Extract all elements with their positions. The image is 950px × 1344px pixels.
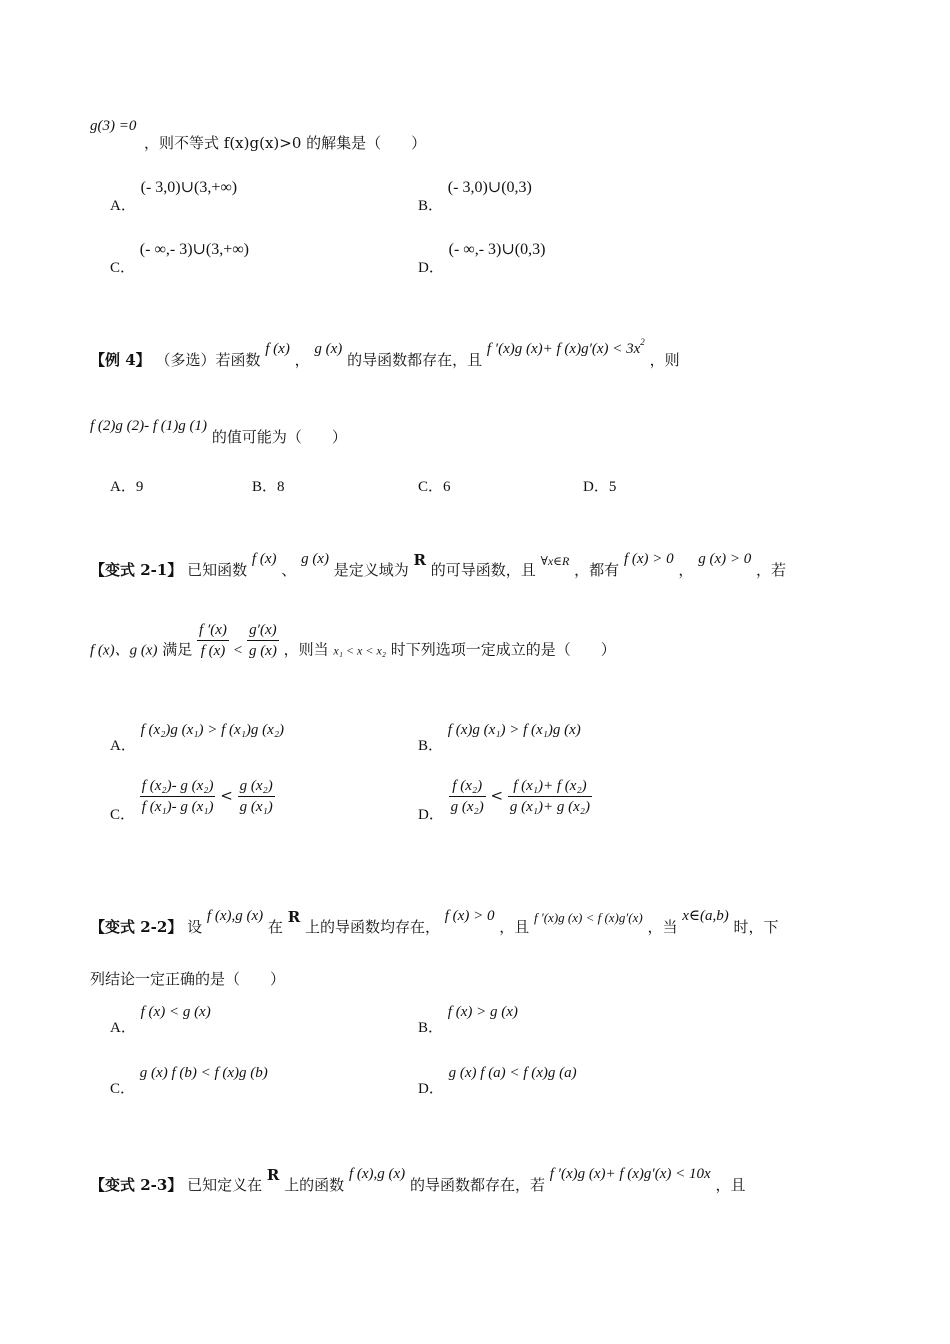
- ex4-option-a[interactable]: [110, 475, 143, 496]
- stem-text: 满足: [162, 640, 193, 659]
- math-fg: f (x),g (x): [206, 908, 264, 924]
- math-range: x₁ < x < x₂: [333, 643, 386, 658]
- option-expr: g (x) f (b) < f (x)g (b): [139, 1065, 268, 1081]
- option-label: A．: [110, 1020, 136, 1036]
- stem-text: 是定义域为: [333, 561, 409, 579]
- v22-option-a[interactable]: [110, 1000, 211, 1036]
- math-gx: g (x): [314, 341, 343, 357]
- option-label: C．: [110, 1081, 136, 1097]
- fraction-denominator: g (x): [248, 643, 277, 659]
- fraction-denominator: f (x): [200, 643, 226, 659]
- stem-text: 的可导函数，且: [430, 561, 536, 579]
- stem-text: 上的函数: [284, 1176, 345, 1194]
- stem-text: ，当: [647, 918, 678, 936]
- math-condition: f ′(x)g (x)+ f (x)g′(x) < 3x: [486, 341, 641, 357]
- math-expr: f (2)g (2)- f (1)g (1): [90, 418, 208, 434]
- option-expr: f (x) < g (x): [140, 1004, 211, 1020]
- math-R: R: [287, 908, 301, 926]
- option-expr: f (x) > g (x): [447, 1004, 518, 1020]
- stem-text: 在: [267, 918, 283, 936]
- q1-question-text: ，则不等式 f(x)g(x)>0 的解集是（ ）: [144, 134, 427, 152]
- fraction-numerator: f (x₂)- g (x₂): [140, 776, 216, 797]
- math-forall: ∀x∈R: [540, 554, 570, 568]
- question-tag: 【变式 2-3】: [90, 1176, 183, 1194]
- question-tag: 【变式 2-2】: [90, 918, 183, 936]
- fraction-numerator: g′(x): [247, 620, 279, 641]
- option-label: D．: [583, 479, 609, 495]
- option-label: C．: [418, 479, 444, 495]
- math-R: R: [413, 551, 427, 569]
- stem-text: ，且: [499, 918, 530, 936]
- stem-text: ，: [678, 561, 694, 579]
- math-fx: f (x): [265, 341, 290, 357]
- stem-text: ，若: [756, 561, 787, 579]
- fraction: [247, 620, 279, 661]
- stem-text: 时，下: [733, 918, 779, 936]
- math-gx: g (x): [301, 551, 329, 567]
- stem-text: （多选）若函数: [155, 351, 261, 369]
- v23-stem-line1: [90, 1166, 746, 1195]
- v22-option-b[interactable]: [418, 1000, 518, 1036]
- math-condition: g (x) > 0: [698, 551, 752, 567]
- fraction-denominator: g (x₁)+ g (x₂): [509, 799, 590, 815]
- option-expr: g (x) f (a) < f (x)g (a): [448, 1065, 577, 1081]
- option-value: 6: [443, 479, 451, 495]
- stem-text: 的值可能为（ ）: [211, 428, 347, 446]
- math-condition: f (x) > 0: [444, 908, 495, 924]
- stem-text: 设: [187, 918, 203, 936]
- stem-text: 的导函数都存在，若: [409, 1176, 545, 1194]
- math-sup: 2: [640, 337, 645, 347]
- option-expr: f (x₂)g (x₁) > f (x₁)g (x₂): [140, 722, 285, 738]
- math-condition: f (x) > 0: [623, 551, 674, 567]
- stem-text: 、: [281, 561, 297, 579]
- option-expr: (- 3,0)∪(0,3): [447, 179, 532, 196]
- option-label: C．: [110, 260, 136, 276]
- stem-text: 上的导函数均存在，: [304, 918, 440, 936]
- math-fx: f (x): [251, 551, 277, 567]
- option-expr: (- 3,0)∪(3,+∞): [140, 179, 238, 196]
- stem-text: ，且: [715, 1176, 746, 1194]
- v21-stem-line1: [90, 551, 787, 580]
- v21-option-c[interactable]: [110, 776, 275, 823]
- ex4-stem-line1: [90, 337, 680, 370]
- option-expr: (- ∞,- 3)∪(0,3): [448, 241, 546, 258]
- math-condition: f ′(x)g (x)+ f (x)g′(x) < 10x: [549, 1166, 711, 1182]
- option-label: A．: [110, 738, 136, 754]
- q1-option-a[interactable]: [110, 176, 238, 214]
- ex4-option-b[interactable]: [252, 475, 285, 496]
- fraction: [449, 776, 486, 817]
- option-label: B．: [418, 1020, 444, 1036]
- q1-option-d[interactable]: [418, 238, 546, 276]
- option-expr: f (x)g (x₁) > f (x₁)g (x): [447, 722, 581, 738]
- option-label: C．: [110, 806, 136, 823]
- fraction-denominator: f (x₁)- g (x₁): [141, 799, 214, 815]
- v21-option-b[interactable]: [418, 718, 581, 754]
- math-op: <: [233, 642, 243, 659]
- question-tag: 【变式 2-1】: [90, 561, 183, 579]
- stem-text: ，都有: [574, 561, 620, 579]
- stem-text: ，: [294, 351, 310, 369]
- math-fg: f (x),g (x): [348, 1166, 406, 1182]
- stem-text: 列结论一定正确的是（ ）: [90, 970, 286, 988]
- fraction: [140, 776, 216, 817]
- option-label: D．: [418, 806, 444, 823]
- v21-option-a[interactable]: [110, 718, 285, 754]
- fraction-numerator: g (x₂): [238, 776, 275, 797]
- option-label: B．: [252, 479, 278, 495]
- q1-condition: g(3) =0: [90, 118, 137, 134]
- math-R: R: [266, 1166, 280, 1184]
- option-label: D．: [418, 1081, 444, 1097]
- option-expr: (- ∞,- 3)∪(3,+∞): [139, 241, 250, 258]
- stem-text: 已知定义在: [187, 1176, 263, 1194]
- stem-text: 时下列选项一定成立的是（ ）: [390, 640, 616, 659]
- question-tag: 【例 4】: [90, 351, 151, 369]
- math-op: <: [220, 786, 233, 805]
- option-value: 8: [277, 479, 285, 495]
- q1-stem: [90, 116, 136, 135]
- fraction-denominator: g (x₂): [450, 799, 484, 815]
- v22-stem-line1: [90, 908, 779, 937]
- option-label: A．: [110, 198, 136, 214]
- v21-option-d[interactable]: [418, 776, 592, 823]
- fraction: [508, 776, 592, 817]
- option-label: A．: [110, 479, 136, 495]
- option-value: 9: [135, 479, 144, 495]
- stem-text: 已知函数: [187, 561, 248, 579]
- math-op: <: [490, 786, 504, 805]
- q1-option-c[interactable]: [110, 238, 250, 276]
- option-label: D．: [418, 260, 444, 276]
- v22-option-d[interactable]: [418, 1061, 577, 1097]
- stem-text: ，则: [649, 351, 680, 369]
- fraction-numerator: f (x₁)+ f (x₂): [508, 776, 592, 797]
- q1-stem-text: [144, 132, 426, 153]
- fraction-denominator: g (x₁): [239, 799, 273, 815]
- v21-stem-line2: [90, 622, 616, 671]
- fraction-numerator: f ′(x): [197, 620, 229, 641]
- stem-text: ，则当: [283, 640, 329, 659]
- option-label: B．: [418, 738, 444, 754]
- ex4-stem-line2: [90, 418, 347, 447]
- q1-option-b[interactable]: [418, 176, 532, 214]
- fraction: [238, 776, 275, 817]
- option-value: 5: [608, 479, 617, 495]
- fraction: [197, 620, 229, 661]
- ex4-option-c[interactable]: [418, 475, 451, 496]
- fraction-numerator: f (x₂): [449, 776, 486, 797]
- v22-option-c[interactable]: [110, 1061, 268, 1097]
- stem-text: 的导函数都存在，且: [347, 351, 483, 369]
- math-fx-gx: f (x)、g (x): [90, 642, 158, 659]
- option-label: B．: [418, 198, 444, 214]
- v22-stem-line2: [90, 968, 285, 989]
- ex4-option-d[interactable]: [583, 475, 616, 496]
- math-condition: f ′(x)g (x) < f (x)g′(x): [534, 910, 643, 925]
- math-condition: x∈(a,b): [682, 908, 729, 924]
